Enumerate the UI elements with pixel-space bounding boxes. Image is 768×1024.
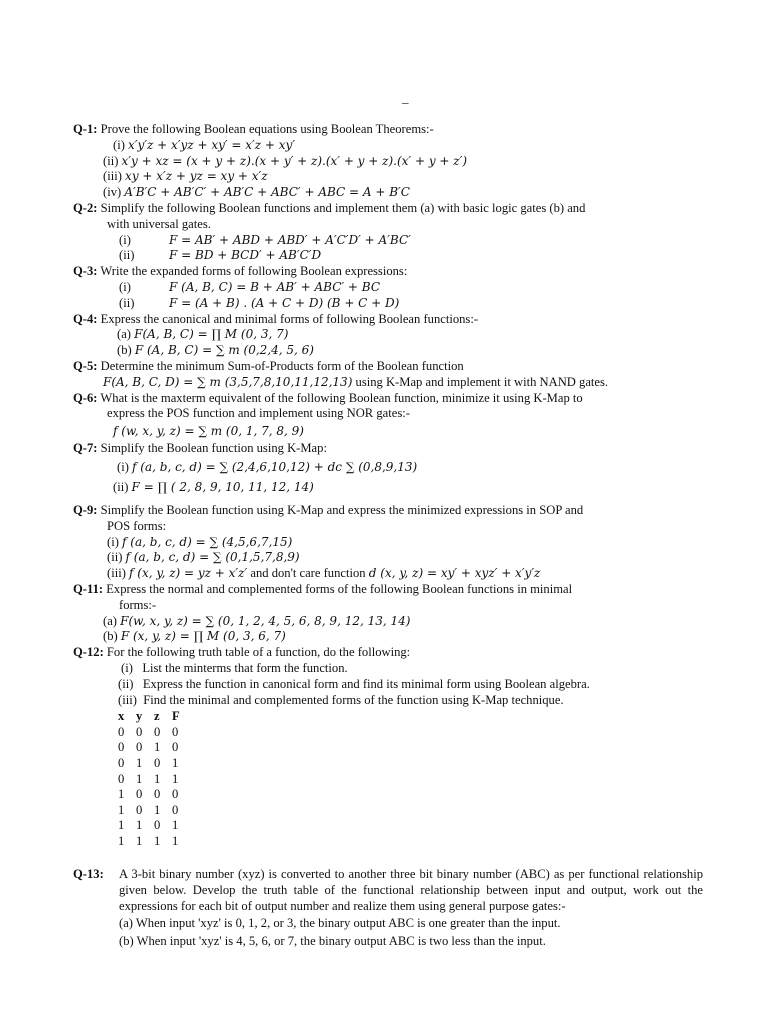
- q2-text: Simplify the following Boolean functions and implement them (a) with basic logic gates (b) and: [100, 200, 586, 215]
- q12-heading: [73, 645, 703, 661]
- q11-item: [73, 614, 703, 630]
- item-label: (b): [103, 629, 118, 644]
- item-label: (i): [113, 137, 125, 152]
- item-label: (a): [119, 916, 133, 931]
- truth-table-cell: 0: [136, 802, 143, 817]
- truth-table-row: [118, 834, 190, 850]
- equation: f (a, b, c, d) = ∑ (0,1,5,7,8,9): [125, 550, 300, 565]
- q1-text: Prove the following Boolean equations using Boolean Theorems:-: [100, 122, 434, 136]
- q9-heading: [73, 503, 703, 519]
- item-label: (ii): [119, 295, 135, 310]
- q1-item: [73, 185, 703, 201]
- truth-table-row: [118, 818, 190, 834]
- q7-item: [73, 457, 703, 477]
- equation: F = AB′ + ABD + ABD′ + A′C′D′ + A′BC′: [169, 232, 411, 247]
- truth-table-cell: 0: [118, 756, 125, 771]
- q5-heading: [73, 359, 703, 375]
- q12-item: [73, 677, 703, 693]
- q13-item: [73, 914, 703, 932]
- item-text: When input 'xyz' is 0, 1, 2, or 3, the binary output ABC is one greater than the input.: [132, 916, 561, 931]
- item-text: When input 'xyz' is 4, 5, 6, or 7, the binary output ABC is two less than the input.: [133, 934, 546, 949]
- equation: A′B′C + AB′C′ + AB′C + ABC′ + ABC = A + B′C: [124, 185, 410, 200]
- q7-heading: [73, 441, 703, 457]
- item-label: (i): [121, 660, 133, 675]
- q11-number: Q-11:: [73, 581, 104, 596]
- q3-number: Q-3:: [73, 264, 98, 279]
- item-label: (ii): [119, 248, 135, 263]
- q3-item: [73, 296, 703, 312]
- truth-table-cell: 0: [172, 787, 179, 802]
- truth-table-cell: 1: [154, 771, 161, 786]
- q9-text-continued: POS forms:: [107, 518, 167, 533]
- q2-item: [73, 248, 703, 264]
- item-text: List the minterms that form the function.: [142, 660, 348, 675]
- q7-number: Q-7:: [73, 441, 98, 456]
- item-label: (ii): [118, 676, 134, 691]
- q1-item: [73, 138, 703, 154]
- q9-mid-text: and don't care function: [247, 566, 369, 581]
- q9-number: Q-9:: [73, 502, 98, 517]
- column-header: y: [136, 709, 143, 724]
- truth-table-cell: 0: [172, 740, 179, 755]
- q4-text: Express the canonical and minimal forms of following Boolean functions:-: [100, 311, 479, 326]
- item-label: (ii): [113, 479, 129, 494]
- q11-text-continued: forms:-: [119, 597, 157, 612]
- equation: xy + x′z + yz = xy + x′z: [125, 169, 268, 184]
- q3-text: Write the expanded forms of following Boolean expressions:: [100, 264, 408, 279]
- q1-item: [73, 169, 703, 185]
- q2-number: Q-2:: [73, 200, 98, 215]
- q11-heading: [73, 582, 703, 598]
- truth-table-cell: 0: [136, 724, 143, 739]
- q4-item: [73, 343, 703, 359]
- truth-table-cell: 1: [118, 787, 125, 802]
- truth-table-cell: 0: [136, 740, 143, 755]
- item-label: (ii): [103, 153, 119, 168]
- truth-table-cell: 1: [136, 834, 143, 849]
- item-label: (i): [119, 279, 131, 294]
- top-mark: _: [402, 90, 409, 105]
- truth-table-cell: 1: [172, 834, 179, 849]
- q5-text: Determine the minimum Sum-of-Products form of the Boolean function: [97, 358, 464, 373]
- q5-expression-line: [73, 375, 703, 391]
- q1-heading: [73, 122, 703, 138]
- column-header: z: [154, 709, 160, 724]
- truth-table-cell: 1: [154, 802, 161, 817]
- truth-table-cell: 1: [136, 771, 143, 786]
- truth-table-cell: 1: [172, 818, 179, 833]
- item-label: (iii): [118, 692, 137, 707]
- item-label: (iii): [107, 566, 126, 581]
- equation: x′y′z + x′yz + xy′ = x′z + xy′: [128, 137, 296, 152]
- q1-number: Q-1:: [73, 122, 98, 136]
- truth-table-header: [118, 709, 190, 725]
- q12-item: [73, 661, 703, 677]
- truth-table-cell: 1: [118, 834, 125, 849]
- equation: f (w, x, y, z) = ∑ m (0, 1, 7, 8, 9): [113, 424, 304, 439]
- equation: F = (A + B) . (A + C + D) (B + C + D): [169, 295, 400, 310]
- q6-number: Q-6:: [73, 390, 98, 405]
- truth-table-cell: 1: [172, 771, 179, 786]
- q5-number: Q-5:: [73, 358, 98, 373]
- item-label: (iv): [103, 185, 122, 200]
- truth-table-cell: 0: [118, 740, 125, 755]
- truth-table-cell: 0: [118, 724, 125, 739]
- truth-table-cell: 0: [154, 787, 161, 802]
- equation: f (a, b, c, d) = ∑ (4,5,6,7,15): [122, 534, 293, 549]
- equation: f (a, b, c, d) = ∑ (2,4,6,10,12) + dc ∑ (0,8,9,13): [132, 459, 418, 474]
- equation: F (A, B, C) = ∑ m (0,2,4, 5, 6): [134, 343, 314, 358]
- column-header: F: [172, 709, 180, 724]
- q13-number: Q-13:: [73, 866, 104, 881]
- question-list: [73, 122, 703, 950]
- equation: F(w, x, y, z) = ∑ (0, 1, 2, 4, 5, 6, 8, 9, 12, 13, 14): [120, 613, 411, 628]
- q12-number: Q-12:: [73, 645, 104, 660]
- q11-text: Express the normal and complemented forms of the following Boolean functions in minimal: [103, 581, 573, 596]
- q6-heading: [73, 391, 703, 407]
- item-label: (b): [119, 934, 134, 949]
- q4-heading: [73, 312, 703, 328]
- truth-table-cell: 1: [118, 818, 125, 833]
- equation: F (x, y, z) = ∏ M (0, 3, 6, 7): [120, 629, 286, 644]
- truth-table-cell: 1: [118, 802, 125, 817]
- q6-text: What is the maxterm equivalent of the following Boolean function, minimize it using K-Map to: [100, 390, 583, 405]
- q9-item: [73, 535, 703, 551]
- equation: F (A, B, C) = B + AB′ + ABC′ + BC: [169, 279, 381, 294]
- q5-tail-text: using K-Map and implement it with NAND gates.: [352, 374, 609, 389]
- q6-text-continued: express the POS function and implement using NOR gates:-: [107, 406, 410, 421]
- item-label: (b): [117, 343, 132, 358]
- item-label: (i): [117, 459, 129, 474]
- q3-heading: [73, 264, 703, 280]
- q4-item: [73, 327, 703, 343]
- truth-table-cell: 1: [154, 834, 161, 849]
- equation: F = BD + BCD′ + AB′C′D: [169, 248, 322, 263]
- item-label: (a): [103, 613, 117, 628]
- q12-item: [73, 693, 703, 709]
- q2-item: [73, 233, 703, 249]
- truth-table-row: [118, 740, 190, 756]
- equation: F(A, B, C) = ∏ M (0, 3, 7): [134, 327, 289, 342]
- q13-block: [73, 866, 703, 951]
- q2-text-continued: with universal gates.: [107, 216, 211, 231]
- truth-table-cell: 1: [154, 740, 161, 755]
- q4-number: Q-4:: [73, 311, 98, 326]
- equation: x′y + xz = (x + y + z).(x + y′ + z).(x′ + y + z).(x′ + y + z′): [121, 153, 468, 168]
- q12-text: For the following truth table of a function, do the following:: [103, 645, 411, 660]
- q9-text: Simplify the Boolean function using K-Map and express the minimized expressions in SOP and: [100, 502, 584, 517]
- truth-table-cell: 0: [118, 771, 125, 786]
- q3-item: [73, 280, 703, 296]
- truth-table-cell: 0: [154, 756, 161, 771]
- item-label: (ii): [107, 550, 123, 565]
- q9-item: [73, 566, 703, 582]
- column-header: x: [118, 709, 125, 724]
- truth-table-row: [118, 772, 190, 788]
- q2-heading: [73, 201, 703, 217]
- q9-item: [73, 550, 703, 566]
- truth-table-cell: 1: [136, 818, 143, 833]
- truth-table-row: [118, 803, 190, 819]
- q6-expression: [73, 422, 703, 441]
- truth-table-row: [118, 787, 190, 803]
- truth-table-body: [118, 725, 190, 850]
- truth-table-cell: 0: [154, 724, 161, 739]
- equation: d (x, y, z) = xy′ + xyz′ + x′y′z: [368, 566, 541, 581]
- equation: f (x, y, z) = yz + x′z′: [129, 566, 248, 581]
- truth-table-cell: 0: [154, 818, 161, 833]
- truth-table-row: [118, 756, 190, 772]
- equation: F = ∏ ( 2, 8, 9, 10, 11, 12, 14): [131, 479, 314, 494]
- q7-item: [73, 477, 703, 497]
- truth-table-cell: 1: [172, 756, 179, 771]
- truth-table-cell: 0: [136, 787, 143, 802]
- q11-item: [73, 629, 703, 645]
- item-label: (a): [117, 327, 131, 342]
- q13-item: [73, 932, 703, 950]
- truth-table-cell: 1: [136, 756, 143, 771]
- q13-text: A 3-bit binary number (xyz) is converted to another three bit binary number (ABC) as per functional relationship given below. Develop the truth table of the functional relationship between input and output, work out the expressions for each bit of output number and realize them using general purpose gates:-: [119, 866, 703, 914]
- item-label: (i): [119, 232, 131, 247]
- item-text: Find the minimal and complemented forms of the function using K-Map technique.: [143, 692, 564, 707]
- truth-table-cell: 0: [172, 802, 179, 817]
- truth-table-cell: 0: [172, 724, 179, 739]
- q7-text: Simplify the Boolean function using K-Map:: [97, 441, 327, 456]
- truth-table: [118, 709, 190, 849]
- item-text: Express the function in canonical form and find its minimal form using Boolean algebra.: [142, 676, 590, 691]
- q1-item: [73, 154, 703, 170]
- item-label: (i): [107, 534, 119, 549]
- item-label: (iii): [103, 169, 122, 184]
- truth-table-row: [118, 725, 190, 741]
- equation: F(A, B, C, D) = ∑ m (3,5,7,8,10,11,12,13): [103, 374, 353, 389]
